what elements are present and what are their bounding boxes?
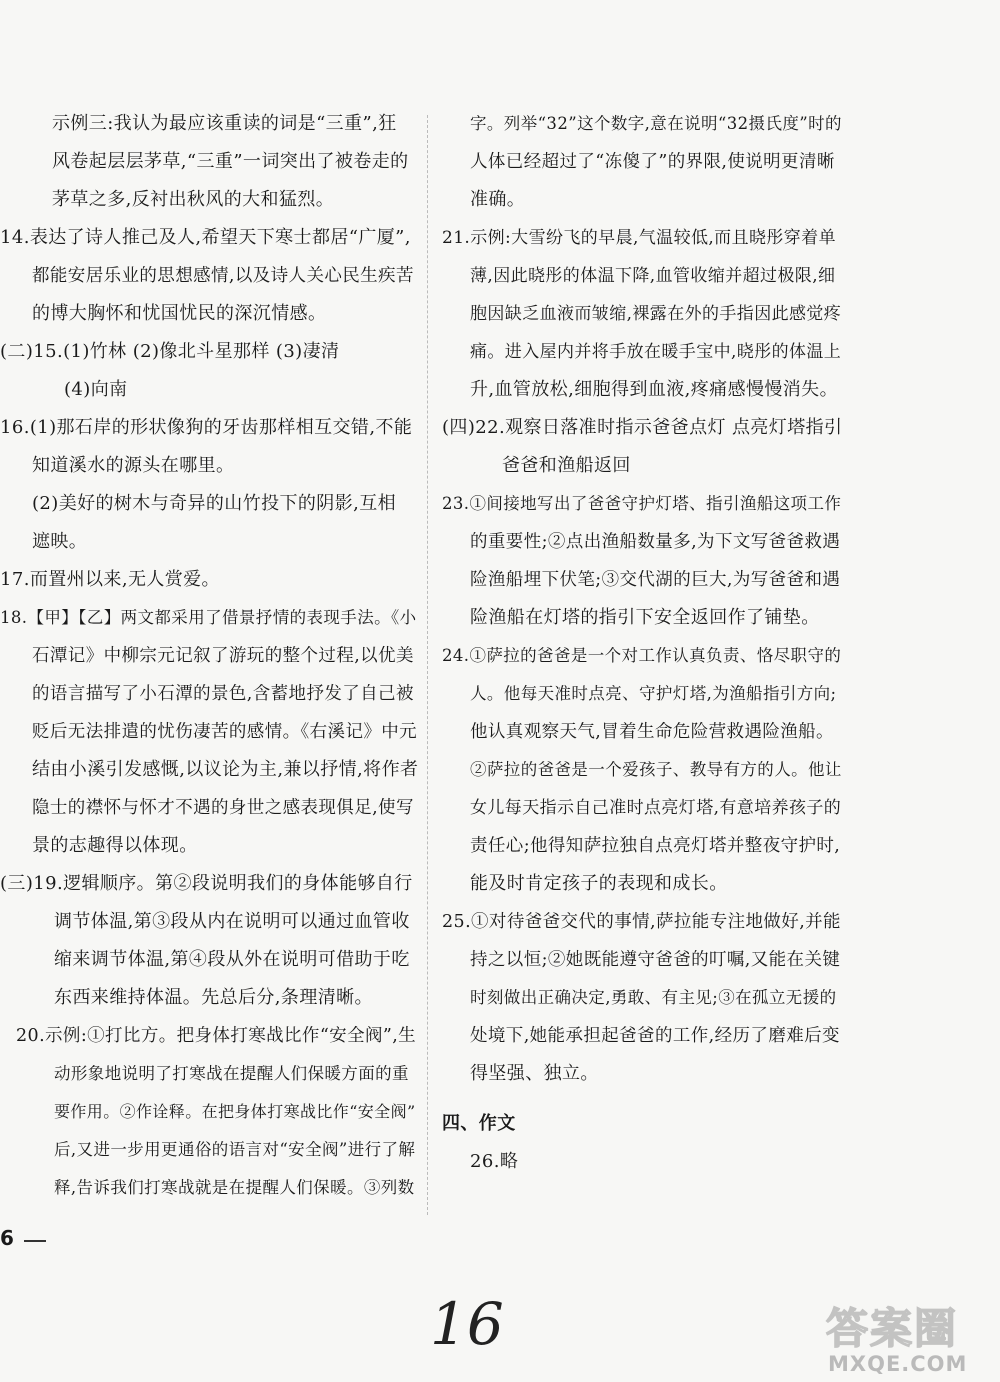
left-column-line: 动形象地说明了打寒战在提醒人们保暖方面的重 [54,1064,409,1083]
left-column-line: 景的志趣得以体现。 [32,835,198,856]
right-column-line: 人体已经超过了“冻傻了”的界限,使说明更清晰 [470,152,835,172]
column-divider [427,115,428,1215]
left-column-line: 的博大胸怀和忧国忧民的深沉情感。 [32,303,327,324]
left-column-line: 16.(1)那石岸的形状像狗的牙齿那样相互交错,不能 [0,417,413,438]
left-column-line: 知道溪水的源头在哪里。 [32,455,235,476]
left-column-line: (2)美好的树木与奇异的山竹投下的阴影,互相 [32,493,397,514]
left-column-line: 遮映。 [32,531,88,552]
right-column-line: 25.①对待爸爸交代的事情,萨拉能专注地做好,并能 [442,912,841,932]
left-column-line: 隐士的襟怀与怀才不遇的身世之感表现俱足,使写 [32,798,414,818]
left-column-line: 要作用。②作诠释。在把身体打寒战比作“安全阀” [54,1102,416,1121]
right-column-line: 处境下,她能承担起爸爸的工作,经历了磨难后变 [470,1026,840,1046]
watermark-logo [808,1296,998,1380]
left-column-line: 示例三:我认为最应该重读的词是“三重”,狂 [52,113,397,134]
left-column-line: (二)15.(1)竹林 (2)像北斗星那样 (3)凄清 [0,341,340,362]
left-column-line: 贬后无法排遣的忧伤凄苦的感情。《右溪记》中元 [32,722,418,742]
page-number-dash [24,1240,46,1242]
right-column-line: 能及时肯定孩子的表现和成长。 [470,873,728,894]
right-column-line: 26.略 [470,1151,519,1172]
right-column-line: 的重要性;②点出渔船数量多,为下文写爸爸救遇 [470,532,841,552]
left-column-line: 的语言描写了小石潭的景色,含蓄地抒发了自己被 [32,684,414,704]
right-column-line: 23.①间接地写出了爸爸守护灯塔、指引渔船这项工作 [442,494,842,513]
right-column-line: (四)22.观察日落准时指示爸爸点灯 点亮灯塔指引 [442,417,843,438]
left-column-line: (4)向南 [64,379,128,400]
right-column-line: 险渔船在灯塔的指引下安全返回作了铺垫。 [470,607,820,628]
left-column-line: (三)19.逻辑顺序。第②段说明我们的身体能够自行 [0,873,413,894]
left-column-line: 风卷起层层茅草,“三重”一词突出了被卷走的 [52,151,409,172]
right-column-line: 升,血管放松,细胞得到血液,疼痛感慢慢消失。 [470,379,838,400]
left-column-line: 后,又进一步用更通俗的语言对“安全阀”进行了解 [54,1140,416,1159]
right-column-line: 四、作文 [442,1113,516,1134]
right-column-line: 责任心;他得知萨拉独自点亮灯塔并整夜守护时, [470,836,841,856]
right-column-line: 痛。进入屋内并将手放在暖手宝中,晓彤的体温上 [470,342,842,362]
right-column-line: 胞因缺乏血液而皱缩,裸露在外的手指因此感觉疼 [470,304,842,324]
left-column-line: 18.【甲】【乙】两文都采用了借景抒情的表现手法。《小 [0,608,417,627]
watermark-url: MXQE.COM [828,1352,968,1376]
right-column-line: 21.示例:大雪纷飞的早晨,气温较低,而且晓彤穿着单 [442,228,836,248]
right-column-line: 爸爸和渔船返回 [502,455,631,476]
right-column-line: 人。他每天准时点亮、守护灯塔,为渔船指引方向; [470,684,837,703]
left-column-line: 缩来调节体温,第④段从外在说明可借助于吃 [54,949,410,970]
watermark-logo-text: 答案圈 [826,1304,959,1353]
right-column-line: 险渔船埋下伏笔;③交代湖的巨大,为写爸爸和遇 [470,570,841,590]
left-column-line: 石潭记》中柳宗元记叙了游玩的整个过程,以优美 [32,646,414,666]
left-column-line: 17.而置州以来,无人赏爱。 [0,569,220,590]
left-column-line: 释,告诉我们打寒战就是在提醒人们保暖。③列数 [54,1178,415,1197]
left-column-line: 调节体温,第③段从内在说明可以通过血管收 [54,911,410,932]
right-column-line: 时刻做出正确决定,勇敢、有主见;③在孤立无援的 [470,988,837,1007]
right-column-line: 字。列举“32”这个数字,意在说明“32摄氏度”时的 [470,114,842,133]
left-column-line: 14.表达了诗人推己及人,希望天下寒士都居“广厦”, [0,227,411,248]
right-column-line: ②萨拉的爸爸是一个爱孩子、教导有方的人。他让 [470,760,842,779]
right-column-line: 女儿每天指示自己准时点亮灯塔,有意培养孩子的 [470,798,842,818]
handwritten-page-number: 16 [430,1290,504,1358]
right-column-line: 准确。 [470,189,526,210]
left-column-line: 结由小溪引发感慨,以议论为主,兼以抒情,将作者 [32,759,419,780]
left-column-line: 茅草之多,反衬出秋风的大和猛烈。 [52,189,335,210]
left-column-line: 都能安居乐业的思想感情,以及诗人关心民生疾苦 [32,266,414,286]
left-column-line: 东西来维持体温。先总后分,条理清晰。 [54,987,373,1008]
right-column-line: 薄,因此晓彤的体温下降,血管收缩并超过极限,细 [470,266,836,286]
page-number: 6 [0,1226,14,1250]
right-column-line: 得坚强、独立。 [470,1063,599,1084]
right-column-line: 他认真观察天气,冒着生命危险营救遇险渔船。 [470,722,834,742]
right-column-line: 24.①萨拉的爸爸是一个对工作认真负责、恪尽职守的 [442,646,842,665]
right-column-line: 持之以恒;②她既能遵守爸爸的叮嘱,又能在关键 [470,950,841,970]
left-column-line: 20.示例:①打比方。把身体打寒战比作“安全阀”,生 [16,1026,417,1046]
